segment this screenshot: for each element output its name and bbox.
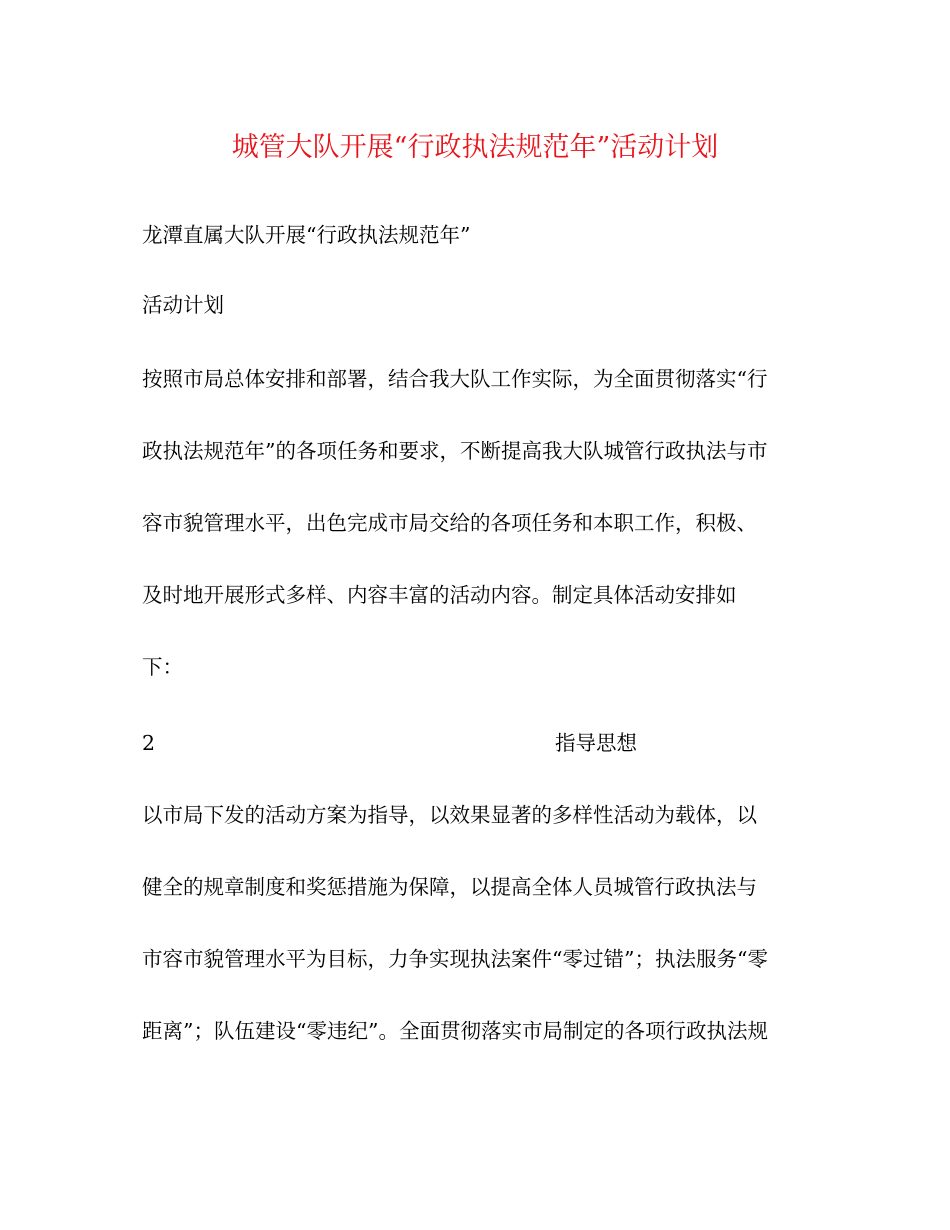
paragraph-line: 下： — [142, 655, 183, 679]
paragraph-line: 距离”；队伍建设“零违纪”。全面贯彻落实市局制定的各项行政执法规 — [142, 1019, 768, 1043]
paragraph-line: 及时地开展形式多样、内容丰富的活动内容。制定具体活动安排如 — [142, 583, 737, 607]
paragraph-line: 以市局下发的活动方案为指导，以效果显著的多样性活动为载体，以 — [142, 803, 757, 827]
subtitle-line-1: 龙潭直属大队开展“行政执法规范年” — [142, 223, 471, 247]
section-number: 2 — [142, 731, 156, 755]
paragraph-line: 按照市局总体安排和部署，结合我大队工作实际，为全面贯彻落实“行 — [142, 367, 768, 391]
section-heading: 指导思想 — [555, 731, 637, 755]
document-title: 城管大队开展“行政执法规范年”活动计划 — [231, 132, 719, 163]
paragraph-line: 健全的规章制度和奖惩措施为保障，以提高全体人员城管行政执法与 — [142, 875, 757, 899]
subtitle-line-2: 活动计划 — [142, 293, 224, 317]
paragraph-line: 容市貌管理水平，出色完成市局交给的各项任务和本职工作，积极、 — [142, 511, 757, 535]
paragraph-line: 市容市貌管理水平为目标，力争实现执法案件“零过错”；执法服务“零 — [142, 947, 768, 971]
paragraph-line: 政执法规范年”的各项任务和要求，不断提高我大队城管行政执法与市 — [142, 439, 768, 463]
